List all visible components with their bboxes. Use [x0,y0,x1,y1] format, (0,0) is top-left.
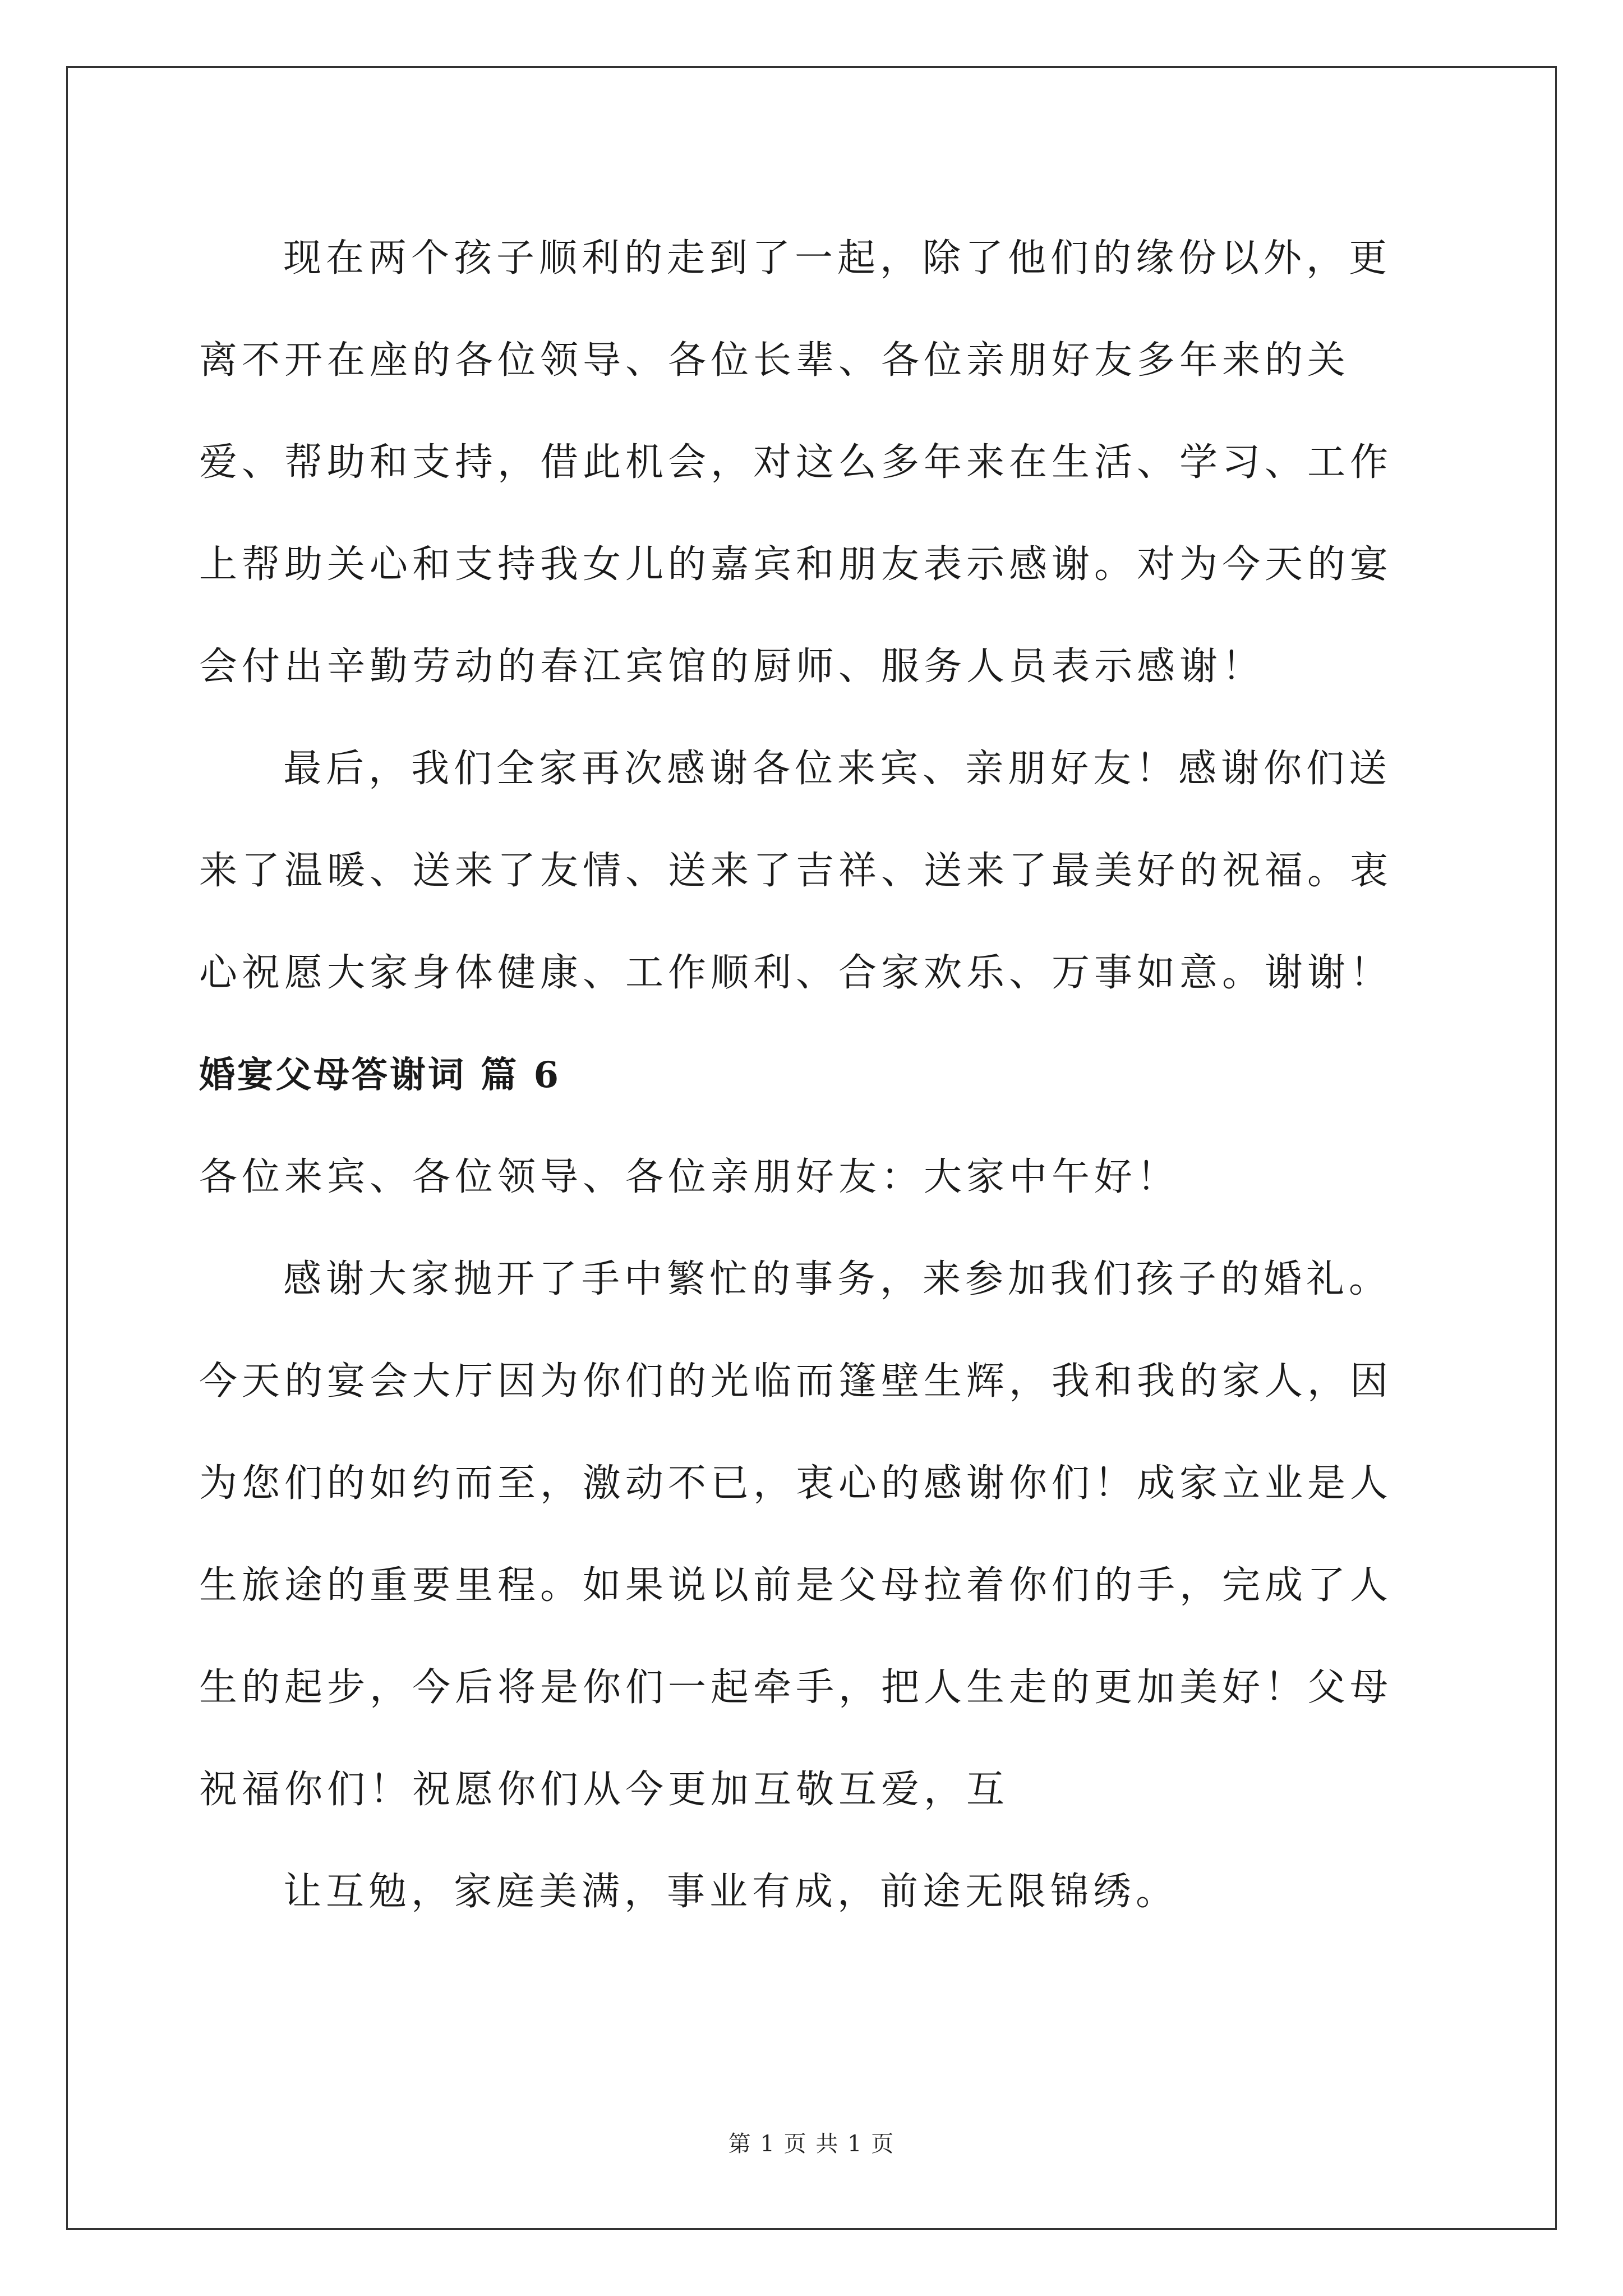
section-heading: 婚宴父母答谢词 篇 6 [199,1054,561,1096]
document-body [199,208,1433,1943]
paragraph-closing-thanks: 最后，我们全家再次感谢各位来宾、亲朋好友！感谢你们送来了温暖、送来了友情、送来了吉祥、送来了最美好的祝福。衷心祝愿大家身体健康、工作顺利、合家欢乐、万事如意。谢谢！ [199,747,1393,995]
salutation: 各位来宾、各位领导、各位亲朋好友：大家中午好！ [199,1155,1180,1199]
paragraph-wedding-thanks: 感谢大家抛开了手中繁忙的事务，来参加我们孩子的婚礼。今天的宴会大厅因为你们的光临而篷壁生辉，我和我的家人，因为您们的如约而至，激动不已，衷心的感谢你们！成家立业是人生旅途的重要里程。如果说以前是父母拉着你们的手，完成了人生的起步，今后将是你们一起牵手，把人生走的更加美好！父母祝福你们！祝愿你们从今更加互敬互爱，互 [199,1257,1393,1812]
page-number-footer: 第 1 页 共 1 页 [728,2131,895,2157]
paragraph-thanks-support: 现在两个孩子顺利的走到了一起，除了他们的缘份以外，更离不开在座的各位领导、各位长辈、各位亲朋好友多年来的关爱、帮助和支持，借此机会，对这么多年来在生活、学习、工作上帮助关心和支持我女儿的嘉宾和朋友表示感谢。对为今天的宴会付出辛勤劳动的春江宾馆的厨师、服务人员表示感谢！ [199,236,1393,689]
paragraph-blessing: 让互勉，家庭美满，事业有成，前途无限锦绣。 [283,1870,1179,1914]
